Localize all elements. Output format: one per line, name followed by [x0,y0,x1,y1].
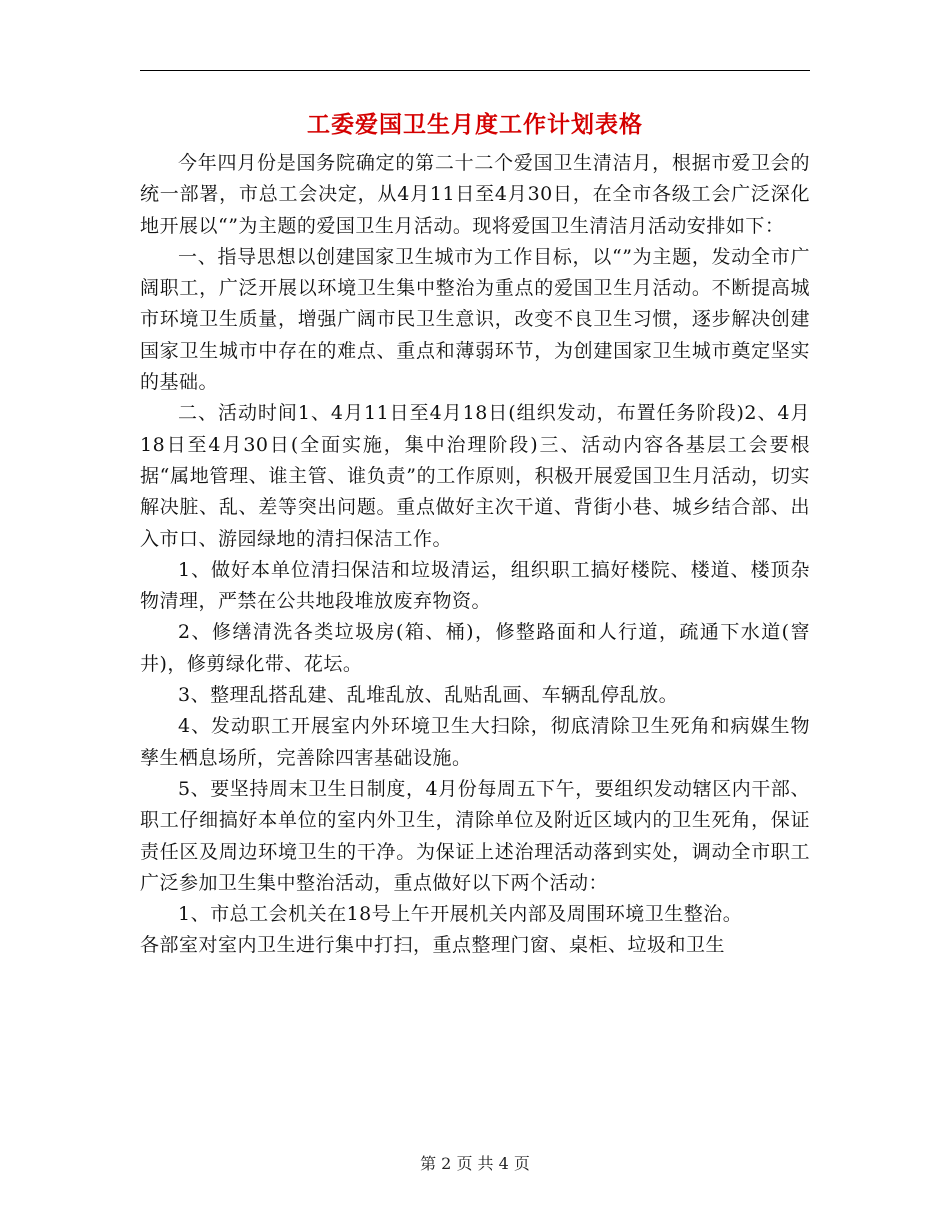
document-title: 工委爱国卫生月度工作计划表格 [307,111,643,138]
paragraph-item-3: 3、整理乱搭乱建、乱堆乱放、乱贴乱画、车辆乱停乱放。 [178,684,679,707]
paragraph-item-5: 5、要坚持周末卫生日制度，4月份每周五下午，要组织发动辖区内干部、职工仔细搞好本单位的室内外卫生，清除单位及附近区域内的卫生死角，保证责任区及周边环境卫生的干净。为保证上述治理活动落到实处，调动全市职工广泛参加卫生集中整治活动，重点做好以下两个活动： [140,777,810,894]
paragraph-item-2: 2、修缮清洗各类垃圾房(箱、桶)，修整路面和人行道，疏通下水道(窨井)，修剪绿化带、花坛。 [140,621,810,675]
paragraph-continuation: 各部室对室内卫生进行集中打扫，重点整理门窗、桌柜、垃圾和卫生 [140,934,726,957]
paragraph-activity-1: 1、市总工会机关在18号上午开展机关内部及周围环境卫生整治。 [178,903,743,926]
document-body [140,148,810,962]
paragraph-intro: 今年四月份是国务院确定的第二十二个爱国卫生清洁月，根据市爱卫会的统一部署，市总工会决定，从4月11日至4月30日，在全市各级工会广泛深化地开展以“”为主题的爱国卫生月活动。现将爱国卫生清洁月活动安排如下： [140,152,810,237]
paragraph-guiding-idea: 一、指导思想以创建国家卫生城市为工作目标，以“”为主题，发动全市广阔职工，广泛开展以环境卫生集中整治为重点的爱国卫生月活动。不断提高城市环境卫生质量，增强广阔市民卫生意识，改变不良卫生习惯，逐步解决创建国家卫生城市中存在的难点、重点和薄弱环节，为创建国家卫生城市奠定坚实的基础。 [140,245,810,394]
paragraph-item-1: 1、做好本单位清扫保洁和垃圾清运，组织职工搞好楼院、楼道、楼顶杂物清理，严禁在公共地段堆放废弃物资。 [140,558,810,613]
paragraph-schedule-content: 二、活动时间1、4月11日至4月18日(组织发动，布置任务阶段)2、4月18日至4月30日(全面实施，集中治理阶段)三、活动内容各基层工会要根据“属地管理、谁主管、谁负责”的工作原则，积极开展爱国卫生月活动，切实解决脏、乱、差等突出问题。重点做好主次干道、背街小巷、城乡结合部、出入市口、游园绿地的清扫保洁工作。 [140,402,810,550]
header-rule [140,70,810,71]
paragraph-item-4: 4、发动职工开展室内外环境卫生大扫除，彻底清除卫生死角和病媒生物孳生栖息场所，完善除四害基础设施。 [140,715,810,769]
page-footer: 第 2 页 共 4 页 [420,1154,530,1173]
